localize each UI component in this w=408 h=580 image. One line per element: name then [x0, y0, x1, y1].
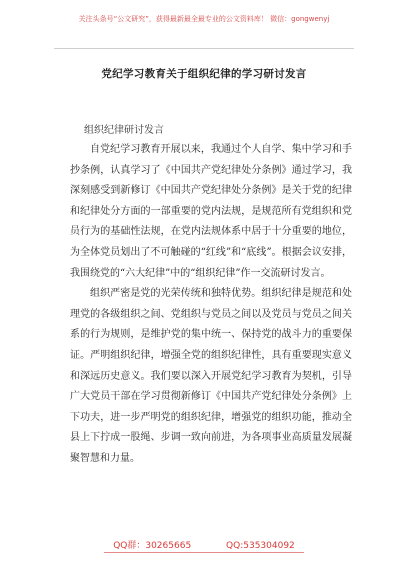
document-subtitle: 组织纪律研讨发言 — [84, 125, 164, 136]
document-body — [70, 140, 352, 470]
footer-qq-group: QQ群：30265665 — [113, 541, 192, 551]
header-divider — [54, 48, 354, 49]
document-title: 党纪学习教育关于组织纪律的学习研讨发言 — [101, 68, 307, 80]
paragraph: 自党纪学习教育开展以来，我通过个人自学、集中学习和手抄条例，认真学习了《中国共产党纪律处分条例》通过学习，我深刻感受到新修订《中国共产党纪律处分条例》是关于党的纪律和纪律处分方面的一部重要的党内法规，是规范所有党组织和党员行为的基础性法规，在党内法规体系中居于十分重要的地位，为全体党员划出了不可触碰的“红线”和“底线”。根据会议安排，我围绕党的“六大纪律”中的“组织纪律”作一交流研讨发言。 — [70, 144, 352, 279]
paragraph: 组织严密是党的光荣传统和独特优势。组织纪律是规范和处理党的各级组织之间、党组织与党员之间以及党员与党员之间关系的行为规则，是维护党的集中统一、保持党的战斗力的重要保证。严明组织纪律，增强全党的组织纪律性，具有重要现实意义和深远历史意义。我们要以深入开展党纪学习教育为契机，引导广大党员干部在学习贯彻新修订《中国共产党纪律处分条例》上下功夫，进一步严明党的组织纪律，增强党的组织功能，推动全县上下拧成一股绳、步调一致向前进，为各项事业高质量发展凝聚智慧和力量。 — [70, 288, 352, 464]
header-note: 关注头条号“公文研究”，获得最新最全最专业的公文资料库！ 微信：gongwenyj — [78, 15, 330, 23]
footer-qq-number: QQ:535304092 — [226, 541, 295, 551]
footer-contact — [0, 538, 408, 551]
footer-underline — [104, 552, 304, 553]
